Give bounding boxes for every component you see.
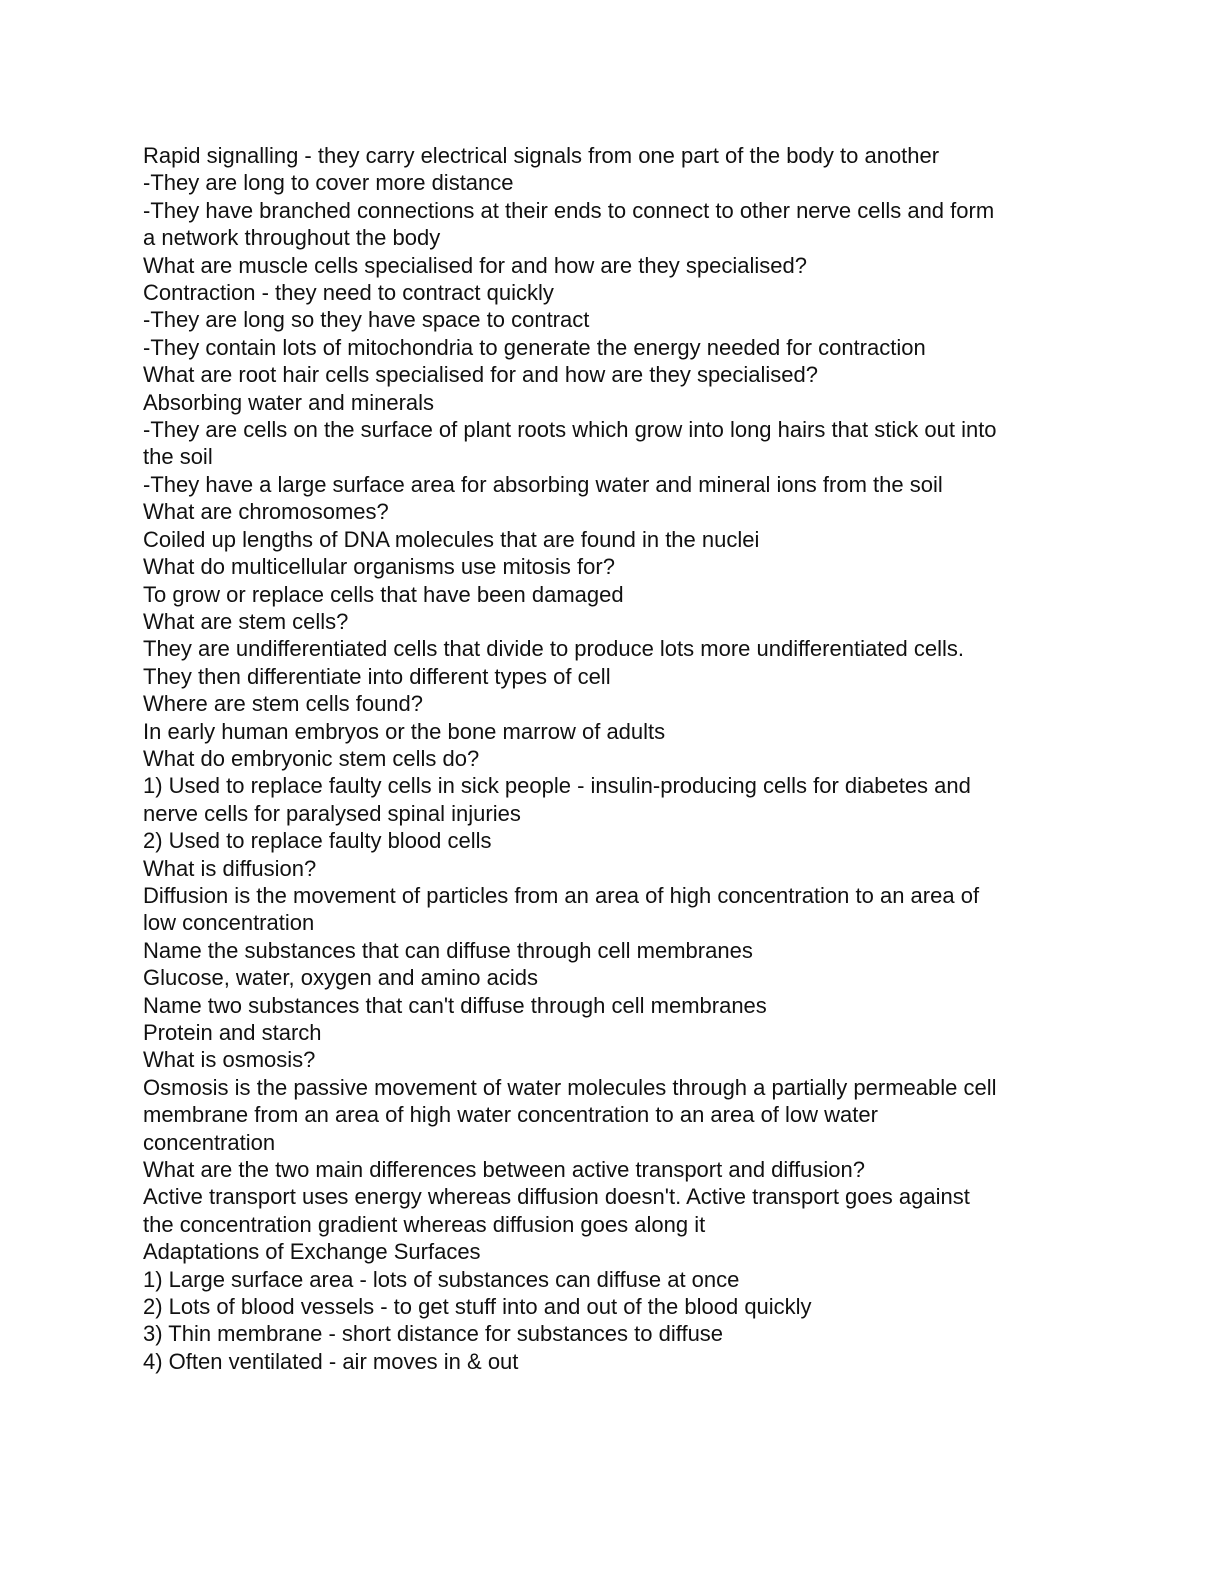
text-line: What are root hair cells specialised for and how are they specialised?	[143, 362, 819, 388]
text-line: -They are cells on the surface of plant roots which grow into long hairs that stick out into	[143, 417, 997, 443]
text-line: membrane from an area of high water concentration to an area of low water	[143, 1102, 878, 1128]
text-line: What do embryonic stem cells do?	[143, 745, 480, 771]
text-line: 2) Used to replace faulty blood cells	[143, 828, 492, 854]
text-line: What are muscle cells specialised for and how are they specialised?	[143, 252, 807, 278]
text-line: concentration	[143, 1129, 276, 1155]
text-line: Absorbing water and minerals	[143, 389, 435, 415]
text-line: the concentration gradient whereas diffusion goes along it	[143, 1211, 706, 1237]
text-line: To grow or replace cells that have been damaged	[143, 581, 624, 607]
text-line: 2) Lots of blood vessels - to get stuff into and out of the blood quickly	[143, 1294, 812, 1320]
text-line: nerve cells for paralysed spinal injuries	[143, 800, 521, 826]
text-line: Glucose, water, oxygen and amino acids	[143, 965, 539, 991]
text-line: Name two substances that can't diffuse through cell membranes	[143, 992, 767, 1018]
text-line: What is diffusion?	[143, 855, 317, 881]
text-line: Diffusion is the movement of particles from an area of high concentration to an area of	[143, 882, 980, 908]
text-line: a network throughout the body	[143, 225, 441, 251]
text-line: -They are long to cover more distance	[143, 170, 514, 196]
text-line: Rapid signalling - they carry electrical signals from one part of the body to another	[143, 143, 940, 168]
text-line: -They have a large surface area for absorbing water and mineral ions from the soil	[143, 471, 943, 497]
text-line: Contraction - they need to contract quickly	[143, 280, 554, 306]
text-line: What is osmosis?	[143, 1047, 316, 1073]
text-line: Where are stem cells found?	[143, 691, 424, 717]
text-line: They are undifferentiated cells that divide to produce lots more undifferentiated cells.	[143, 636, 965, 662]
text-line: Active transport uses energy whereas diffusion doesn't. Active transport goes against	[143, 1184, 970, 1210]
text-line: 1) Used to replace faulty cells in sick people - insulin-producing cells for diabetes and	[143, 773, 971, 799]
notes-text-block	[143, 142, 1078, 1375]
text-line: What are chromosomes?	[143, 499, 389, 525]
text-line: -They are long so they have space to contract	[143, 307, 590, 333]
text-line: 4) Often ventilated - air moves in & out	[143, 1348, 519, 1374]
text-line: What do multicellular organisms use mitosis for?	[143, 554, 615, 580]
text-line: Protein and starch	[143, 1020, 322, 1045]
text-line: What are stem cells?	[143, 608, 349, 634]
text-line: low concentration	[143, 910, 315, 936]
text-line: 1) Large surface area - lots of substances can diffuse at once	[143, 1266, 740, 1292]
text-line: the soil	[143, 444, 213, 470]
text-line: What are the two main differences between active transport and diffusion?	[143, 1157, 865, 1183]
text-line: 3) Thin membrane - short distance for substances to diffuse	[143, 1321, 724, 1347]
text-line: Adaptations of Exchange Surfaces	[143, 1239, 481, 1265]
text-line: Coiled up lengths of DNA molecules that are found in the nuclei	[143, 526, 760, 552]
text-line: -They contain lots of mitochondria to generate the energy needed for contraction	[143, 334, 926, 360]
text-line: They then differentiate into different types of cell	[143, 663, 611, 689]
text-line: Osmosis is the passive movement of water molecules through a partially permeable cell	[143, 1074, 997, 1100]
text-line: -They have branched connections at their ends to connect to other nerve cells and form	[143, 197, 995, 223]
text-line: In early human embryos or the bone marrow of adults	[143, 718, 666, 744]
text-line: Name the substances that can diffuse through cell membranes	[143, 937, 753, 963]
